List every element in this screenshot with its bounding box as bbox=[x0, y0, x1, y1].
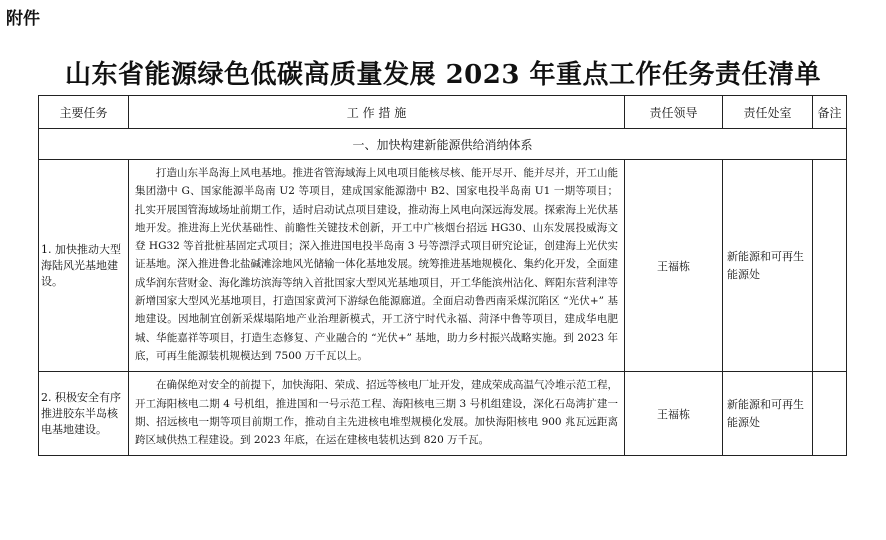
office-cell: 新能源和可再生能源处 bbox=[723, 372, 813, 456]
header-task: 主要任务 bbox=[39, 96, 129, 129]
table-row bbox=[39, 160, 847, 372]
header-row bbox=[39, 96, 847, 129]
section-row bbox=[39, 129, 847, 160]
task-responsibility-table bbox=[38, 95, 847, 456]
document-title: 山东省能源绿色低碳高质量发展 2023 年重点工作任务责任清单 bbox=[65, 60, 821, 90]
task-cell: 1. 加快推动大型海陆风光基地建设。 bbox=[39, 160, 129, 372]
measures-cell: 在确保绝对安全的前提下，加快海阳、荣成、招远等核电厂址开发，建成荣成高温气冷堆示范工程，开工海阳核电二期 4 号机组，推进国和一号示范工程、海阳核电三期 3 号机组建设，深化石岛湾扩建一期、招远核电一期等项目前期工作，推动自主先进核电堆型规模化发展。加快海阳核电 900 兆瓦远距离跨区域供热工程建设。到 2023 年底，在运在建核电装机达到 820 万千瓦。 bbox=[129, 372, 625, 456]
header-office: 责任处室 bbox=[723, 96, 813, 129]
table-row bbox=[39, 372, 847, 456]
header-remark: 备注 bbox=[813, 96, 847, 129]
remark-cell bbox=[813, 160, 847, 372]
remark-cell bbox=[813, 372, 847, 456]
task-cell: 2. 积极安全有序推进胶东半岛核电基地建设。 bbox=[39, 372, 129, 456]
header-measures: 工 作 措 施 bbox=[129, 96, 625, 129]
leader-cell: 王福栋 bbox=[625, 160, 723, 372]
leader-cell: 王福栋 bbox=[625, 372, 723, 456]
attachment-label: 附件 bbox=[6, 9, 40, 29]
header-leader: 责任领导 bbox=[625, 96, 723, 129]
office-cell: 新能源和可再生能源处 bbox=[723, 160, 813, 372]
section-heading: 一、加快构建新能源供给消纳体系 bbox=[39, 129, 847, 160]
measures-cell: 打造山东半岛海上风电基地。推进省管海域海上风电项目能核尽核、能开尽开、能并尽并，开工山能集团渤中 G、国家能源半岛南 U2 等项目，建成国家能源渤中 B2、国家电投半岛南 U1 一期等项目；扎实开展国管海域场址前期工作，适时启动试点项目建设，推动海上风电向深远海发展。探索海上光伏基地开发。推进海上光伏基础性、前瞻性关键技术创新，开工中广核烟台招远 HG30、山东发展投威海文登 HG32 等首批桩基固定式项目；深入推进国电投半岛南 3 号等漂浮式项目研究论证，创建海上光伏实证基地。深入推进鲁北盐碱滩涂地风光储输一体化基地发展。统筹推进基地规模化、集约化开发，全面建成华润东营财金、海化潍坊滨海等纳入首批国家大型风光基地项目，开工华能滨州沾化、辉阳东营利津等新增国家大型风光基地项目，打造国家黄河下游绿色能源廊道。全面启动鲁西南采煤沉陷区 “光伏+” 基地建设。因地制宜创新采煤塌陷地产业治理新模式，开工济宁时代永福、菏泽中鲁等项目，建成华电肥城、华能嘉祥等项目，打造生态修复、产业融合的 “光伏+” 基地，助力乡村振兴战略实施。到 2023 年底，可再生能源装机规模达到 7500 万千瓦以上。 bbox=[129, 160, 625, 372]
